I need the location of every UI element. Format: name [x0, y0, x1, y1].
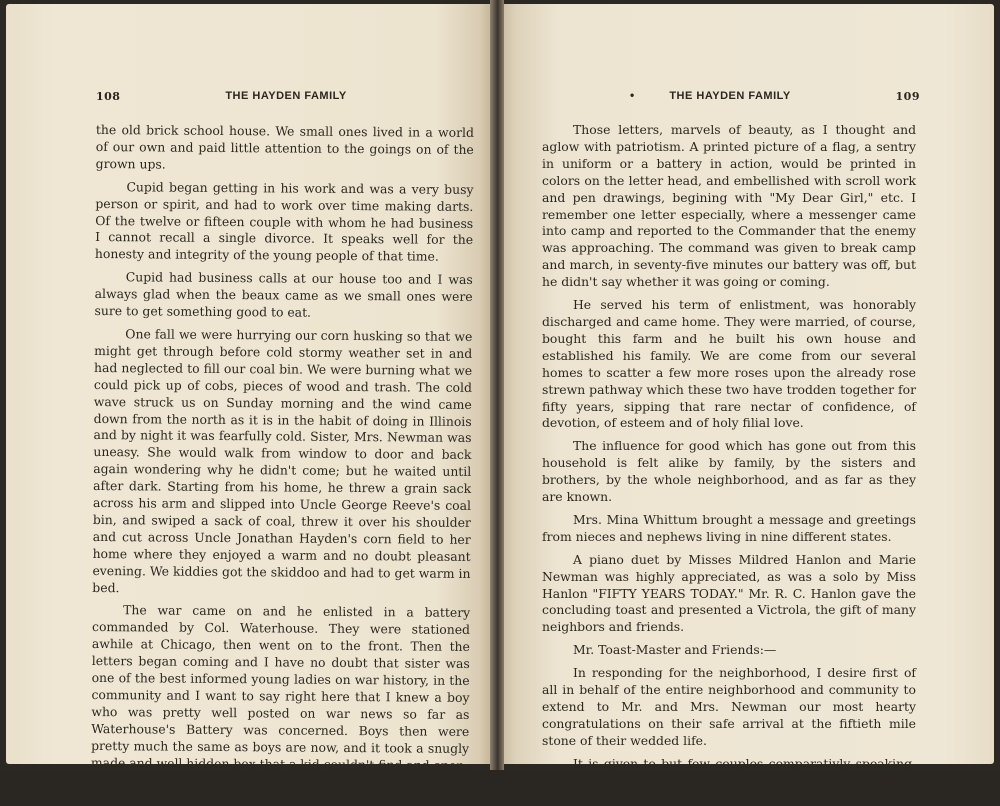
head-mark: • [630, 88, 635, 102]
paragraph: Those letters, marvels of beauty, as I thought and aglow with patriotism. A printed picture of a flag, a sentry in uniform or a battery in action, would be printed in colors on the letter head, and embellished with scroll work and pen drawings, begining with "My Dear Girl," etc. I remember one letter especially, where a messenger came into camp and reported to the Commander that the enemy was approaching. The command was given to break camp and march, in seventy-five minutes our battery was off, but he didn't say whether it was going or coming. [542, 122, 916, 290]
page-number: 108 [96, 90, 121, 103]
running-head: THE HAYDEN FAMILY [225, 90, 347, 102]
paragraph: It is given to but few couples comparativly speaking, the privilege of making an unbroken voyage covering a period of [542, 755, 916, 805]
paragraph: He served his term of enlistment, was honorably discharged and came home. They were married, of course, bought this farm and he built his own house and established his family. We are come from our several homes to scatter a few more roses upon the already rose strewn pathway which these two have trodden together for fifty years, sipping that rare nectar of confidence, of devotion, of esteem and of holy filial love. [542, 297, 916, 431]
paragraph: Cupid had business calls at our house too and I was always glad when the beaux came as we small ones were sure to get something good to eat. [94, 269, 473, 320]
paragraph: In responding for the neighborhood, I desire first of all in behalf of the entire neighborhood and community to extend to Mr. and Mrs. Newman our most hearty congratulations on their safe arrival at the fiftieth mile stone of their wedded life. [542, 665, 916, 748]
paragraph: One fall we were hurrying our corn husking so that we might get through before cold stormy weather set in and had neglected to fill our coal bin. We were burning what we could pick up of cobs, pieces of wood and trash. The cold wave struck us on Sunday morning and the wind came down from the north as it is in the habit of doing in Illinois and by night it was fearfully cold. Sister, Mrs. Newman was uneasy. She would walk from window to door and back again wondering why he didn't come; but he waited until after dark. Starting from his home, he threw a grain sack across his arm and slipped into Uncle George Reeve's coal bin, and swiped a sack of coal, threw it over his shoulder and cut across Uncle Jonathan Hayden's corn field to her home where they enjoyed a warm and no doubt pleasant evening. We kiddies got the skiddoo and had to get warm in bed. [92, 326, 473, 595]
paragraph: Cupid began getting in his work and was a very busy person or spirit, and had to work over time making darts. Of the twelve or fifteen couple with whom he had business I cannot recall a single divorce. It speaks well for the honesty and integrity of the young people of that time. [94, 178, 474, 265]
running-head: THE HAYDEN FAMILY [669, 90, 791, 102]
left-page-header [96, 90, 476, 106]
paragraph: A piano duet by Misses Mildred Hanlon and Marie Newman was highly appreciated, as was a solo by Miss Hanlon "FIFTY YEARS TODAY." Mr. R. C. Hanlon gave the concluding toast and presented a Victrola, the gift of many neighbors and friends. [542, 551, 916, 635]
paragraph: The war came on and he enlisted in a battery commanded by Col. Waterhouse. They were stationed awhile at Chicago, then went on to the front. Then the letters began coming and I have no doubt that sister was one of the best informed young ladies on war history, in the community and I want to say right here that I knew a boy who was pretty well posted on war news so far as Waterhouse's Battery was concerned. Boys then were pretty much the same as boys are now, and it took a snugly made and well hidden box that a kid couldn't find and open. [90, 602, 471, 773]
paragraph: Mr. Toast-Master and Friends:— [573, 642, 777, 658]
book-gutter [490, 0, 504, 770]
left-page [6, 4, 494, 773]
paragraph: the old brick school house. We small ones lived in a world of our own and paid little attention to the goings on of the grown ups. [95, 122, 474, 172]
right-page [500, 4, 994, 805]
right-page-header [540, 90, 920, 106]
paragraph: Mrs. Mina Whittum brought a message and greetings from nieces and nephews living in nine different states. [542, 511, 916, 544]
page-number: 109 [895, 90, 920, 103]
left-page-text [91, 122, 474, 774]
paragraph: The influence for good which has gone out from this household is felt alike by family, by the sisters and brothers, by the whole neighborhood, and as far as they are known. [542, 438, 916, 505]
right-page-text [542, 122, 916, 806]
